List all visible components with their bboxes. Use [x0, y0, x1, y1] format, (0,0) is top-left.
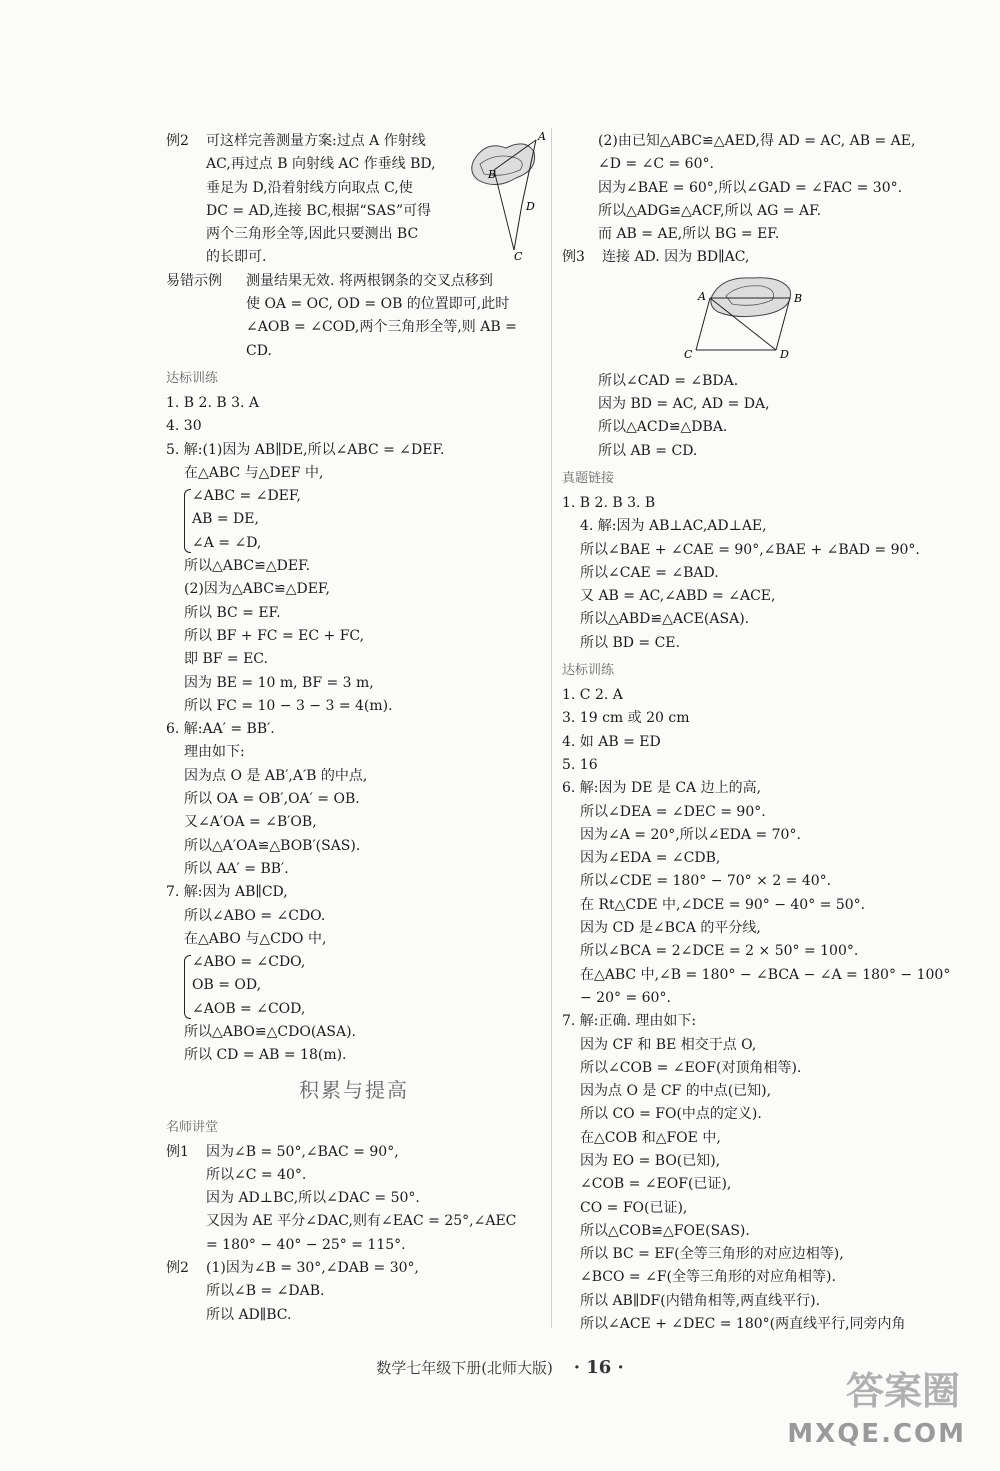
- training-right-line: CO = FO(已证),: [580, 1199, 688, 1216]
- text-line: 所以 BD = CE.: [580, 634, 680, 651]
- text-line: 所以 OA = OB′,OA′ = OB.: [184, 791, 360, 808]
- ex2-text: 可这样完善测量方案:过点 A 作射线: [206, 133, 426, 149]
- ex1-text: 所以∠C = 40°.: [206, 1166, 307, 1183]
- brace1-line: ∠A = ∠D,: [192, 534, 262, 551]
- text-line: 4. 解:因为 AB⊥AC,AD⊥AE,: [580, 518, 767, 535]
- fig1-label-d: D: [526, 200, 535, 213]
- accumulate-title: 积累与提高: [299, 1077, 409, 1102]
- mistake-line: [166, 340, 542, 363]
- training-right-line: 因为 CD 是∠BCA 的平分线,: [580, 920, 761, 937]
- q5-rest-lines: [166, 555, 542, 718]
- ex2b-line: [166, 1304, 542, 1327]
- fig2-label-d: D: [780, 347, 789, 361]
- training-right-line: 所以 BC = EF(全等三角形的对应边相等),: [580, 1246, 844, 1263]
- text-line: 又∠A′OA = ∠B′OB,: [184, 814, 317, 831]
- left-column: [166, 130, 546, 1327]
- ex1-label: 例1: [166, 1143, 189, 1160]
- ex1-line: [166, 1234, 542, 1257]
- ex1-line: [166, 1164, 542, 1187]
- training-right-line: 所以 CO = FO(中点的定义).: [580, 1106, 762, 1123]
- mistake-line: [166, 293, 542, 316]
- text-line: 而 AB = AE,所以 BG = EF.: [598, 226, 780, 243]
- text-line: 所以∠ABO = ∠CDO.: [184, 907, 326, 924]
- training-right-line: ∠COB = ∠EOF(已证),: [580, 1176, 732, 1193]
- text-line: 所以△A′OA≌△BOB′(SAS).: [184, 837, 361, 854]
- text-line: 1. B 2. B 3. A: [166, 394, 260, 411]
- training-right-line: 5. 16: [562, 756, 598, 773]
- ex1-line: [166, 1210, 542, 1233]
- watermark-url: MXQE.COM: [787, 1419, 966, 1449]
- ex3-label: 例3: [562, 249, 585, 266]
- ex2-text: DC = AD,连接 BC,根据“SAS”可得: [206, 202, 432, 219]
- mistake-text: CD.: [246, 342, 272, 359]
- mistake-line: [166, 316, 542, 339]
- ex2b-text: 所以∠B = ∠DAB.: [206, 1283, 325, 1300]
- training-right-lines: [562, 684, 951, 1336]
- book-title: 数学七年级下册(北师大版): [376, 1359, 553, 1377]
- training-right-line: 1. C 2. A: [562, 687, 623, 704]
- ex3-text: 连接 AD. 因为 BD∥AC,: [602, 249, 750, 266]
- section-training-left: 达标训练: [166, 370, 219, 386]
- text-line: 因为 BE = 10 m, BF = 3 m,: [184, 674, 374, 691]
- text-line: 在△ABC 与△DEF 中,: [184, 464, 324, 481]
- training-right-line: 7. 解:正确. 理由如下:: [562, 1013, 697, 1030]
- training-right-line: 在△ABC 中,∠B = 180° − ∠BCA − ∠A = 180° − 100°: [580, 966, 951, 983]
- right-column: [562, 130, 951, 1336]
- watermark-logo: 答案圈: [845, 1369, 960, 1413]
- right-top-lines: [562, 130, 942, 246]
- measurement-figure-1: [466, 130, 546, 260]
- text-line: 所以△ADG≌△ACF,所以 AG = AF.: [598, 202, 822, 219]
- ex1-text: 又因为 AE 平分∠DAC,则有∠EAC = 25°,∠AEC: [206, 1213, 517, 1230]
- text-line: 4. 30: [166, 418, 202, 435]
- text-line: 所以∠BAE + ∠CAE = 90°,∠BAE + ∠BAD = 90°.: [580, 541, 920, 558]
- training-right-line: 所以 AB∥DF(内错角相等,两直线平行).: [580, 1292, 821, 1309]
- example-2b-block: [166, 1257, 542, 1327]
- training-right-line: 因为∠EDA = ∠CDB,: [580, 850, 721, 867]
- ex1-line: [166, 1187, 542, 1210]
- brace-group-2: [166, 951, 542, 1021]
- text-line: 7. 解:因为 AB∥CD,: [166, 884, 288, 901]
- training-right-line: 4. 如 AB = ED: [562, 733, 661, 750]
- ex2-text: 的长即可.: [206, 249, 267, 266]
- brace1-line: ∠ABC = ∠DEF,: [192, 488, 301, 505]
- real-exam-lines: [562, 492, 942, 655]
- text-line: 所以 CD = AB = 18(m).: [184, 1047, 347, 1064]
- training-right-line: 所以∠CDE = 180° − 70° × 2 = 40°.: [580, 873, 832, 890]
- text-line: 所以△ABD≌△ACE(ASA).: [580, 611, 750, 628]
- fig2-label-c: C: [684, 347, 693, 361]
- ex1-text: = 180° − 40° − 25° = 115°.: [206, 1236, 406, 1253]
- training-right-line: 3. 19 cm 或 20 cm: [562, 710, 690, 727]
- example-3-first-line: [562, 246, 942, 269]
- training-right-line: 因为点 O 是 CF 的中点(已知),: [580, 1083, 772, 1100]
- text-line: 所以∠CAD = ∠BDA.: [598, 372, 739, 389]
- training-left-lines: [166, 392, 542, 485]
- training-right-line: 所以∠BCA = 2∠DCE = 2 × 50° = 100°.: [580, 943, 859, 960]
- training-right-line: 6. 解:因为 DE 是 CA 边上的高,: [562, 780, 762, 797]
- brace2-line: ∠AOB = ∠COD,: [192, 1000, 306, 1017]
- text-line: ∠D = ∠C = 60°.: [598, 156, 714, 173]
- mistake-text: 使 OA = OC, OD = OB 的位置即可,此时: [246, 296, 510, 313]
- brace-2-icon: [184, 955, 191, 1019]
- mistake-text: ∠AOB = ∠COD,两个三角形全等,则 AB =: [246, 319, 517, 336]
- column-divider: [551, 128, 552, 1328]
- text-line: 所以∠CAE = ∠BAD.: [580, 564, 719, 581]
- ex2-text: 垂足为 D,沿着射线方向取点 C,使: [206, 179, 413, 196]
- ex2-text: 两个三角形全等,因此只要测出 BC: [206, 226, 419, 243]
- training-right-line: 因为 EO = BO(已知),: [580, 1152, 721, 1169]
- ex2b-text: (1)因为∠B = 30°,∠DAB = 30°,: [206, 1260, 419, 1277]
- q6-lines: [166, 718, 542, 881]
- section-teacher: 名师讲堂: [166, 1119, 219, 1135]
- ex1-text: 因为 AD⊥BC,所以∠DAC = 50°.: [206, 1190, 420, 1207]
- ex1-line: [166, 1141, 542, 1164]
- mistake-example-block: [166, 270, 542, 363]
- section-real-exam: 真题链接: [562, 470, 615, 486]
- mistake-label: 易错示例: [166, 272, 222, 289]
- text-line: 所以 BC = EF.: [184, 604, 281, 621]
- training-right-line: 所以△COB≌△FOE(SAS).: [580, 1222, 750, 1239]
- training-right-line: 所以∠ACE + ∠DEC = 180°(两直线平行,同旁内角: [580, 1316, 906, 1333]
- text-line: 在△ABO 与△CDO 中,: [184, 930, 327, 947]
- text-line: 所以△ABO≌△CDO(ASA).: [184, 1023, 356, 1040]
- brace2-line: ∠ABO = ∠CDO,: [192, 954, 306, 971]
- page-number: · 16 ·: [573, 1357, 624, 1378]
- text-line: 因为点 O 是 AB′,A′B 的中点,: [184, 767, 368, 784]
- text-line: 因为∠BAE = 60°,所以∠GAD = ∠FAC = 30°.: [598, 179, 903, 196]
- q7-lines: [166, 881, 542, 951]
- fig1-label-b: B: [488, 168, 497, 181]
- text-line: 理由如下:: [184, 744, 245, 761]
- text-line: 所以 AB = CD.: [598, 442, 698, 459]
- brace-group-1: [166, 485, 542, 555]
- fig1-label-a: A: [538, 130, 546, 143]
- text-line: 即 BF = EC.: [184, 651, 268, 668]
- ex3-lines: [562, 370, 942, 463]
- mistake-text: 测量结果无效. 将两根钢条的交叉点移到: [246, 272, 493, 289]
- text-line: 1. B 2. B 3. B: [562, 494, 656, 511]
- q7-rest-lines: [166, 1021, 542, 1068]
- brace1-line: AB = DE,: [192, 511, 259, 528]
- fig2-label-b: B: [794, 291, 803, 305]
- training-right-line: 所以∠DEA = ∠DEC = 90°.: [580, 803, 766, 820]
- example-1-block: [166, 1141, 542, 1257]
- text-line: 所以△ABC≌△DEF.: [184, 558, 311, 575]
- text-line: (2)由已知△ABC≌△AED,得 AD = AC, AB = AE,: [598, 133, 916, 149]
- training-right-line: 所以∠COB = ∠EOF(对顶角相等).: [580, 1059, 802, 1076]
- mistake-line: [166, 270, 542, 293]
- text-line: 所以 BF + FC = EC + FC,: [184, 627, 365, 644]
- training-right-line: 因为∠A = 20°,所以∠EDA = 70°.: [580, 826, 801, 843]
- training-right-line: ∠BCO = ∠F(全等三角形的对应角相等).: [580, 1269, 836, 1286]
- ex2b-label: 例2: [166, 1260, 189, 1277]
- example-2-block: [166, 130, 546, 270]
- ex1-text: 因为∠B = 50°,∠BAC = 90°,: [206, 1143, 399, 1160]
- text-line: 6. 解:AA′ = BB′.: [166, 721, 275, 738]
- brace2-line: OB = OD,: [192, 977, 262, 994]
- brace-1-icon: [184, 489, 191, 553]
- ex2b-line: [166, 1280, 542, 1303]
- measurement-figure-2: [682, 270, 942, 370]
- text-line: 所以△ACD≌△DBA.: [598, 419, 728, 436]
- text-line: (2)因为△ABC≌△DEF,: [184, 581, 330, 598]
- ex2b-line: [166, 1257, 542, 1280]
- ex2-text: AC,再过点 B 向射线 AC 作垂线 BD,: [206, 156, 436, 173]
- training-right-line: 在 Rt△CDE 中,∠DCE = 90° − 40° = 50°.: [580, 896, 866, 913]
- text-line: 又 AB = AC,∠ABD = ∠ACE,: [580, 588, 776, 605]
- ex2b-text: 所以 AD∥BC.: [206, 1306, 292, 1323]
- text-line: 所以 FC = 10 − 3 − 3 = 4(m).: [184, 697, 393, 714]
- text-line: 因为 BD = AC, AD = DA,: [598, 396, 770, 413]
- section-training-right: 达标训练: [562, 663, 615, 679]
- training-right-line: 在△COB 和△FOE 中,: [580, 1129, 721, 1146]
- training-right-line: − 20° = 60°.: [580, 989, 671, 1006]
- training-right-line: 因为 CF 和 BE 相交于点 O,: [580, 1036, 757, 1053]
- ex2-label: 例2: [166, 133, 189, 149]
- text-line: 5. 解:(1)因为 AB∥DE,所以∠ABC = ∠DEF.: [166, 441, 445, 458]
- fig1-label-c: C: [514, 250, 523, 260]
- fig2-label-a: A: [698, 289, 706, 303]
- text-line: 所以 AA′ = BB′.: [184, 860, 289, 877]
